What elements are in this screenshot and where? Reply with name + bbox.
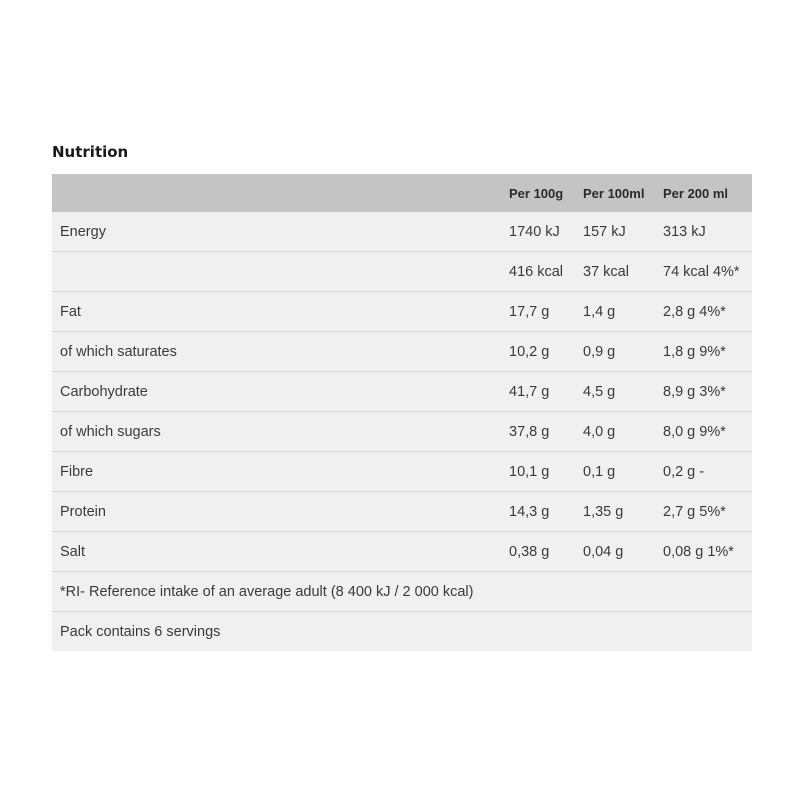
value-per-200ml: 0,08 g 1%* <box>655 532 752 572</box>
nutrient-label: Salt <box>52 532 501 572</box>
nutrient-label: Protein <box>52 492 501 532</box>
value-per-200ml: 8,9 g 3%* <box>655 372 752 412</box>
column-header-per-200ml: Per 200 ml <box>655 174 752 212</box>
table-row-energy-kcal <box>52 252 752 292</box>
nutrition-heading: Nutrition <box>52 143 129 161</box>
nutrient-label: Energy <box>52 212 501 252</box>
value-per-100ml: 0,1 g <box>575 452 655 492</box>
servings-note: Pack contains 6 servings <box>52 612 752 652</box>
nutrient-label: of which sugars <box>52 412 501 452</box>
nutrient-label <box>52 252 501 292</box>
column-header-per-100ml: Per 100ml <box>575 174 655 212</box>
table-row-salt <box>52 532 752 572</box>
value-per-100g: 41,7 g <box>501 372 575 412</box>
value-per-200ml: 313 kJ <box>655 212 752 252</box>
table-row-fibre <box>52 452 752 492</box>
table-row-energy-kj <box>52 212 752 252</box>
table-row-carbohydrate <box>52 372 752 412</box>
nutrient-label: Fat <box>52 292 501 332</box>
value-per-100ml: 1,35 g <box>575 492 655 532</box>
nutrition-table <box>52 174 752 651</box>
value-per-100ml: 4,5 g <box>575 372 655 412</box>
table-row-servings <box>52 612 752 652</box>
table-row-saturates <box>52 332 752 372</box>
value-per-200ml: 2,8 g 4%* <box>655 292 752 332</box>
value-per-100g: 10,1 g <box>501 452 575 492</box>
value-per-100ml: 4,0 g <box>575 412 655 452</box>
table-row-fat <box>52 292 752 332</box>
value-per-200ml: 2,7 g 5%* <box>655 492 752 532</box>
value-per-200ml: 8,0 g 9%* <box>655 412 752 452</box>
value-per-200ml: 1,8 g 9%* <box>655 332 752 372</box>
table-row-sugars <box>52 412 752 452</box>
nutrient-label: Carbohydrate <box>52 372 501 412</box>
value-per-100g: 17,7 g <box>501 292 575 332</box>
column-header-nutrient <box>52 174 501 212</box>
value-per-100g: 37,8 g <box>501 412 575 452</box>
nutrient-label: of which saturates <box>52 332 501 372</box>
table-row-footnote <box>52 572 752 612</box>
nutrient-label: Fibre <box>52 452 501 492</box>
value-per-100g: 10,2 g <box>501 332 575 372</box>
column-header-per-100g: Per 100g <box>501 174 575 212</box>
value-per-100ml: 0,9 g <box>575 332 655 372</box>
table-row-protein <box>52 492 752 532</box>
value-per-100g: 416 kcal <box>501 252 575 292</box>
value-per-200ml: 0,2 g - <box>655 452 752 492</box>
reference-intake-footnote: *RI- Reference intake of an average adult (8 400 kJ / 2 000 kcal) <box>52 572 752 612</box>
value-per-200ml: 74 kcal 4%* <box>655 252 752 292</box>
value-per-100ml: 37 kcal <box>575 252 655 292</box>
value-per-100g: 1740 kJ <box>501 212 575 252</box>
value-per-100ml: 157 kJ <box>575 212 655 252</box>
value-per-100g: 0,38 g <box>501 532 575 572</box>
value-per-100g: 14,3 g <box>501 492 575 532</box>
table-header-row <box>52 174 752 212</box>
value-per-100ml: 1,4 g <box>575 292 655 332</box>
value-per-100ml: 0,04 g <box>575 532 655 572</box>
